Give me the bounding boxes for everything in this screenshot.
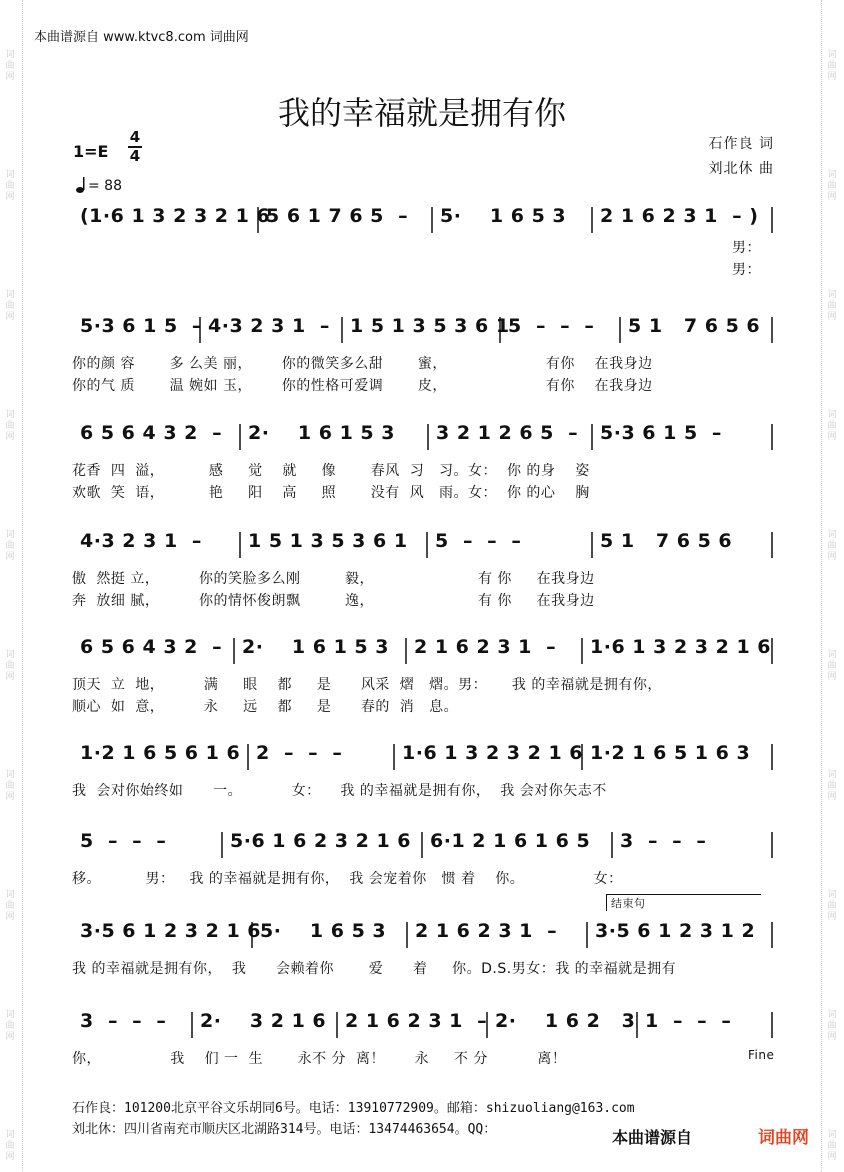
measure: 2· 1 6 1 5 3 (242, 636, 389, 658)
measure: 5 – – – (435, 530, 522, 552)
side-watermark-text: 词 曲 网 (827, 1010, 837, 1042)
side-watermark-text: 词 曲 网 (5, 50, 15, 82)
lyric-line-1: 你， 我 们 一 生 永不 分 离！ 永 不 分 离！ (72, 1051, 567, 1067)
lyricist-credit: 石作良 词 (708, 136, 774, 152)
time-signature-top: 4 (129, 128, 141, 146)
measure: 3·5 6 1 2 3 1 2 (595, 920, 756, 942)
side-watermark-text: 词 曲 网 (5, 1130, 15, 1162)
measure: 6 5 6 4 3 2 – (80, 636, 223, 658)
lyric-line-1: 我 的幸福就是拥有你， 我 会赖着你 爱 着 你。D.S.男女：我 的幸福就是拥有 (72, 961, 677, 977)
side-watermark-text: 词 曲 网 (827, 770, 837, 802)
measure: 3·5 6 1 2 3 2 1 6 (80, 920, 262, 942)
watermark-site: 词曲网 (758, 1128, 809, 1148)
score-row (72, 1010, 782, 1094)
side-watermark-text: 词 曲 网 (5, 170, 15, 202)
side-watermark-text: 词 曲 网 (827, 50, 837, 82)
side-watermark-text: 词 曲 网 (827, 410, 837, 442)
measure: 1 – – – (645, 1010, 732, 1032)
lyric-line-2: 奔 放细 腻， 你的情怀俊朗飘 逸， 有 你 在我身边 (72, 593, 595, 609)
notation-line (72, 315, 778, 345)
measure: 5· 1 6 5 3 (260, 920, 387, 942)
lyric-line-1: 傲 然挺 立， 你的笑脸多么刚 毅， 有 你 在我身边 (72, 571, 595, 587)
measure: 5·3 6 1 5 – (600, 422, 722, 444)
male-voice-label: 男： (732, 262, 761, 278)
measure: 5 1 7 6 5 6 (600, 530, 733, 552)
side-watermark-text: 词 曲 网 (5, 290, 15, 322)
measure: 5·3 6 1 5 – (80, 315, 202, 337)
key-signature: 1=E (73, 142, 109, 161)
lyric-line-1: 顶天 立 地， 满 眼 都 是 风采 熠 熠。男： 我 的幸福就是拥有你， (72, 677, 662, 693)
notation-line (72, 422, 778, 452)
score-row (72, 422, 782, 506)
notation-line (72, 205, 778, 235)
male-voice-label: 男： (732, 240, 761, 256)
measure: 4·3 2 3 1 – (80, 530, 202, 552)
side-watermark-text: 词 曲 网 (5, 770, 15, 802)
lyric-line-1: 你的颜 容 多 么美 丽， 你的微笑多么甜 蜜， 有你 在我身边 (72, 356, 653, 372)
side-watermark-text: 词 曲 网 (5, 530, 15, 562)
notation-line (72, 830, 778, 860)
side-watermark-text: 词 曲 网 (5, 410, 15, 442)
measure: 2 1 6 2 3 1 – ) (600, 205, 759, 227)
measure: 5 – – – (508, 315, 595, 337)
lyric-line-1: 移。 男： 我 的幸福就是拥有你， 我 会宠着你 惯 着 你。 女： (72, 871, 623, 887)
measure: 3 – – – (620, 830, 707, 852)
watermark-source: 本曲谱源自 (612, 1128, 693, 1147)
score-row (72, 315, 782, 399)
score-row (72, 205, 782, 289)
measure: 1·6 1 3 2 3 2 1 6 (590, 636, 772, 658)
measure: 1·2 1 6 5 1 6 3 (590, 742, 751, 764)
measure: 6·1 2 1 6 1 6 5 (430, 830, 591, 852)
lyric-line-2: 你的气 质 温 婉如 玉， 你的性格可爱调 皮， 有你 在我身边 (72, 378, 653, 394)
lyric-line-1: 我 会对你始终如 一。 女： 我 的幸福就是拥有你， 我 会对你矢志不 (72, 783, 607, 799)
lyric-line-1: 花香 四 溢， 感 觉 就 像 春风 习 习。女： 你 的身 姿 (72, 463, 590, 479)
page-title: 我的幸福就是拥有你 (277, 94, 566, 132)
measure: 5· 1 6 5 3 (440, 205, 567, 227)
composer-credit: 刘北休 曲 (708, 161, 774, 177)
side-watermark-text: 词 曲 网 (827, 530, 837, 562)
measure: 3 2 1 2 6 5 – (436, 422, 579, 444)
source-header: 本曲谱源自 www.ktvc8.com 词曲网 (34, 30, 249, 45)
notation-line (72, 636, 778, 666)
side-watermark-text: 词 曲 网 (827, 290, 837, 322)
score-row (72, 636, 782, 720)
fine-marking: Fine (748, 1048, 775, 1062)
side-watermark-text: 词 曲 网 (5, 890, 15, 922)
lyric-line-2: 顺心 如 意， 永 远 都 是 春的 消 息。 (72, 699, 459, 715)
measure: 4·3 2 3 1 – (208, 315, 330, 337)
measure: 5 – – – (80, 830, 167, 852)
measure: 2· 1 6 2 3 (495, 1010, 636, 1032)
right-margin-watermark (821, 0, 844, 1172)
measure: 2 – – – (256, 742, 343, 764)
measure: (1·6 1 3 2 3 2 1 6 (80, 205, 271, 227)
ending-bracket-label: 结束句 (606, 894, 761, 911)
time-signature-bottom: 4 (129, 147, 141, 165)
measure: 2· 3 2 1 6 (200, 1010, 327, 1032)
measure: 2 1 6 2 3 1 – (415, 920, 558, 942)
lyric-line-2: 欢歌 笑 语， 艳 阳 高 照 没有 风 雨。女： 你 的心 胸 (72, 485, 590, 501)
notation-line (72, 530, 778, 560)
contact-info (72, 1098, 635, 1140)
measure: 2 1 6 2 3 1 – (345, 1010, 488, 1032)
measure: 1 5 1 3 5 3 6 1 (350, 315, 510, 337)
measure: 1 5 1 3 5 3 6 1 (248, 530, 408, 552)
score-row (72, 742, 782, 826)
tempo-value: = 88 (88, 178, 122, 194)
contact-line-1: 石作良：101200北京平谷文乐胡同6号。电话：13910772909。邮箱：shizuoliang@163.com (72, 1101, 635, 1116)
measure: 1·6 1 3 2 3 2 1 6 (402, 742, 584, 764)
measure: 1·2 1 6 5 6 1 6 (80, 742, 241, 764)
time-signature (128, 130, 142, 164)
left-margin-watermark (0, 0, 23, 1172)
side-watermark-text: 词 曲 网 (5, 650, 15, 682)
tempo-marking (76, 176, 122, 194)
side-watermark-text: 词 曲 网 (827, 1130, 837, 1162)
score-row (72, 897, 782, 1004)
measure: 5 1 7 6 5 6 (628, 315, 761, 337)
notation-line (72, 742, 778, 772)
measure: 6 5 6 4 3 2 – (80, 422, 223, 444)
measure: 3 – – – (80, 1010, 167, 1032)
measure: 2· 1 6 1 5 3 (248, 422, 395, 444)
side-watermark-text: 词 曲 网 (5, 1010, 15, 1042)
side-watermark-text: 词 曲 网 (827, 650, 837, 682)
notation-line (72, 1010, 778, 1040)
score-row (72, 530, 782, 614)
measure: 2 1 6 2 3 1 – (414, 636, 557, 658)
notation-line (72, 920, 778, 950)
side-watermark-text: 词 曲 网 (827, 170, 837, 202)
measure: 5 6 1 7 6 5 – (266, 205, 409, 227)
side-watermark-text: 词 曲 网 (827, 890, 837, 922)
measure: 5·6 1 6 2 3 2 1 6 (230, 830, 412, 852)
contact-line-2: 刘北休：四川省南充市顺庆区北湖路314号。电话：13474463654。QQ： (72, 1122, 497, 1137)
quarter-note-icon (76, 176, 88, 194)
